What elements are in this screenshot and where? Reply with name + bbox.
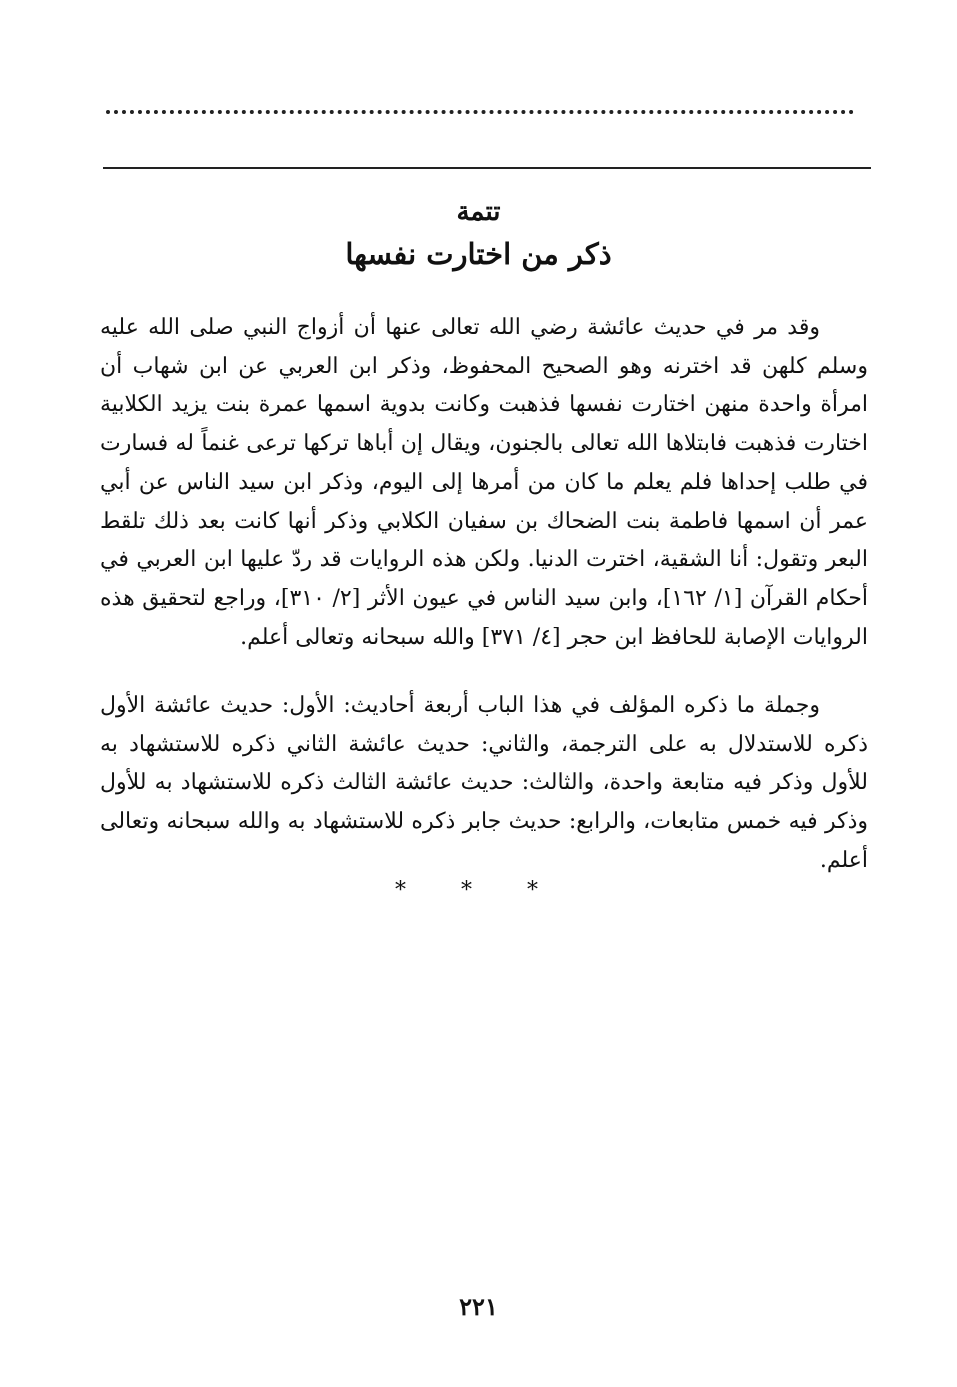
section-label: تتمة: [456, 197, 501, 227]
page-number: ٢٢١: [459, 1292, 498, 1321]
section-end-stars: * * *: [395, 878, 562, 903]
paragraph-2: وجملة ما ذكره المؤلف في هذا الباب أربعة أحاديث: الأول: حديث عائشة الأول ذكره للاستدلال به على الترجمة، والثاني: حديث عائشة الثاني ذكره للاستشهاد به للأول وذكر فيه متابعة واحدة، والثالث: حديث عائشة الثالث ذكره للاستشهاد به للأول وذكر فيه خمس متابعات، والرابع: حديث جابر ذكره للاستشهاد به والله سبحانه وتعالى أعلم.: [100, 693, 868, 873]
dotted-separator: [106, 110, 854, 114]
header-rule: [103, 167, 871, 169]
paragraph-1: وقد مر في حديث عائشة رضي الله تعالى عنها أن أزواج النبي صلى الله عليه وسلم كلهن قد اخترنه وهو الصحيح المحفوظ، وذكر ابن العربي عن ابن شهاب أن امرأة واحدة منهن اختارت نفسها فذهبت وكانت بدوية اسمها عمرة بنت يزيد الكلابية اختارت فذهبت فابتلاها الله تعالى بالجنون، ويقال إن أباها تركها ترعى غنماً له فسارت في طلب إحداها فلم يعلم ما كان من أمرها إلى اليوم، وذكر ابن سيد الناس عن أبي عمر أن اسمها فاطمة بنت الضحاك بن سفيان الكلابي وذكر أنها كانت بعد ذلك تلقط البعر وتقول: أنا الشقية، اخترت الدنيا. ولكن هذه الروايات قد ردّ عليها ابن العربي في أحكام القرآن [١/ ١٦٢]، وابن سيد الناس في عيون الأثر [٢/ ٣١٠]، وراجع لتحقيق هذه الروايات الإصابة للحافظ ابن حجر [٤/ ٣٧١] والله سبحانه وتعالى أعلم.: [100, 315, 868, 650]
section-title: ذكر من اختارت نفسها: [345, 237, 612, 271]
